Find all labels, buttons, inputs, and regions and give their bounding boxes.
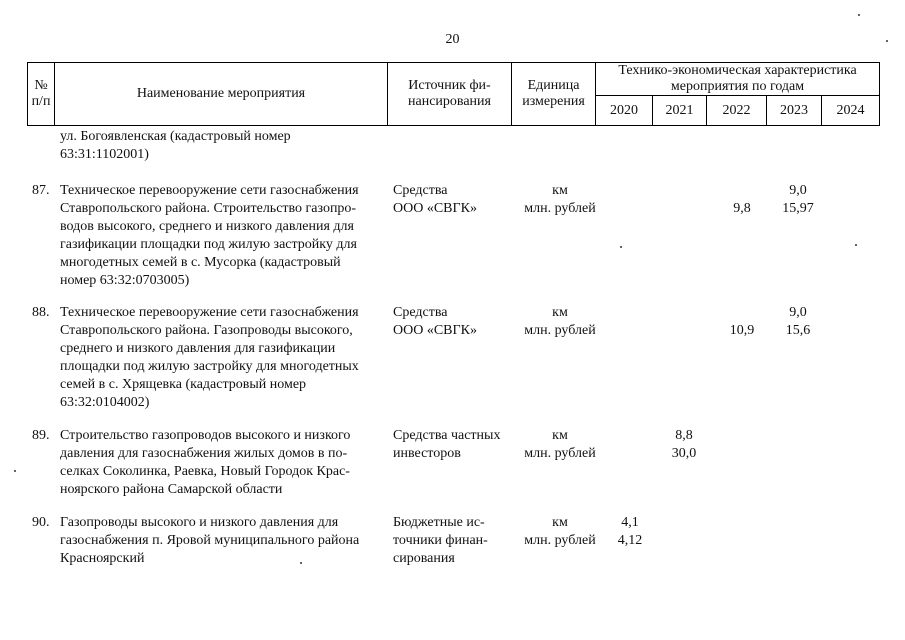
row-number: 90. <box>32 515 50 530</box>
row-name-line: 63:31:1102001) <box>60 147 149 162</box>
row-unit-line: км <box>552 428 568 443</box>
header-num-line: п/п <box>31 94 51 109</box>
row-unit <box>512 304 608 340</box>
row-unit-line: млн. рублей <box>524 533 596 548</box>
header-source-line: нансирования <box>408 94 491 109</box>
value-line: 30,0 <box>671 446 697 461</box>
row-source <box>393 514 488 568</box>
row-unit-line: млн. рублей <box>524 201 596 216</box>
value-2021 <box>654 427 714 463</box>
row-number: 87. <box>32 183 50 198</box>
scan-speck <box>620 246 622 248</box>
row-name-line: 63:32:0104002) <box>60 395 150 410</box>
row-name-line: Ставропольского района. Газопроводы высокого, <box>60 323 353 338</box>
value-line: 4,1 <box>621 515 639 530</box>
row-name-line: площадки под жилую застройку для многодетных <box>60 359 359 374</box>
row-name-line: Техническое перевооружение сети газоснабжения <box>60 183 359 198</box>
row-source-line: Средства <box>393 183 448 198</box>
row-name-line: Строительство газопроводов высокого и низкого <box>60 428 351 443</box>
row-unit-line: км <box>552 183 568 198</box>
header-name: Наименование мероприятия <box>55 63 388 126</box>
row-unit <box>512 182 608 218</box>
row-unit <box>512 514 608 550</box>
row-source-line: инвесторов <box>393 446 461 461</box>
row-name-line: селках Соколинка, Раевка, Новый Городок Крас- <box>60 464 350 479</box>
scan-speck <box>855 244 857 246</box>
row-name-line: ноярского района Самарской области <box>60 482 283 497</box>
row-name <box>60 514 359 568</box>
header-year: 2024 <box>822 96 880 126</box>
value-line: 9,8 <box>733 201 751 216</box>
row-name-line: водов высокого, среднего и низкого давления для <box>60 219 354 234</box>
row-source-line: Средства <box>393 305 448 320</box>
header-unit-line: измерения <box>522 94 585 109</box>
row-name <box>60 182 359 290</box>
value-2022 <box>712 182 772 218</box>
row-unit-line: км <box>552 515 568 530</box>
row-unit <box>512 427 608 463</box>
row-name-line: многодетных семей в с. Мусорка (кадастровый <box>60 255 341 270</box>
row-name-line: семей в с. Хрящевка (кадастровый номер <box>60 377 307 392</box>
row-name-line: Красноярский <box>60 551 145 566</box>
row-source-line: Средства частных <box>393 428 501 443</box>
value-line: 10,9 <box>729 323 755 338</box>
value-line: 8,8 <box>675 428 693 443</box>
row-unit-line: млн. рублей <box>524 446 596 461</box>
value-2022 <box>712 304 772 340</box>
header-char-line: Технико-экономическая характеристика <box>618 63 857 78</box>
row-name-line: номер 63:32:0703005) <box>60 273 190 288</box>
scan-speck <box>886 40 888 42</box>
value-line: 9,0 <box>789 183 807 198</box>
scan-speck <box>300 562 302 564</box>
header-year: 2023 <box>767 96 822 126</box>
row-name <box>60 128 291 164</box>
header-year: 2020 <box>596 96 653 126</box>
value-line: 9,0 <box>789 305 807 320</box>
row-name-line: Газопроводы высокого и низкого давления для <box>60 515 339 530</box>
scan-speck <box>14 470 16 472</box>
value-2023 <box>768 304 828 340</box>
row-number: 89. <box>32 428 50 443</box>
header-num-line: № <box>34 78 48 93</box>
scan-speck <box>858 14 860 16</box>
row-source <box>393 182 477 218</box>
row-name <box>60 304 359 412</box>
value-line <box>712 182 772 200</box>
header-char-line: мероприятия по годам <box>670 79 805 94</box>
row-source-line: точники финан- <box>393 533 488 548</box>
value-line <box>712 304 772 322</box>
value-line: 4,12 <box>617 533 643 548</box>
row-unit-line: км <box>552 305 568 320</box>
row-source-line: ООО «СВГК» <box>393 323 477 338</box>
page-number: 20 <box>445 32 460 47</box>
value-2023 <box>768 182 828 218</box>
row-name-line: ул. Богоявленская (кадастровый номер <box>60 129 291 144</box>
row-name-line: Техническое перевооружение сети газоснабжения <box>60 305 359 320</box>
row-source-line: ООО «СВГК» <box>393 201 477 216</box>
header-year: 2022 <box>707 96 767 126</box>
header-year: 2021 <box>653 96 707 126</box>
row-name-line: газификации площадки под жилую застройку для <box>60 237 357 252</box>
row-source-line: Бюджетные ис- <box>393 515 485 530</box>
row-source <box>393 304 477 340</box>
row-unit-line: млн. рублей <box>524 323 596 338</box>
header-source-line: Источник фи- <box>408 78 491 93</box>
value-2020 <box>602 514 658 550</box>
row-name-line: газоснабжения п. Яровой муниципального района <box>60 533 360 548</box>
row-name <box>60 427 350 499</box>
row-name-line: Ставропольского района. Строительство газопро- <box>60 201 357 216</box>
header-unit-line: Единица <box>527 78 580 93</box>
row-name-line: среднего и низкого давления для газификации <box>60 341 336 356</box>
value-line: 15,97 <box>782 201 814 216</box>
row-number: 88. <box>32 305 50 320</box>
row-source-line: сирования <box>393 551 455 566</box>
row-source <box>393 427 500 463</box>
row-name-line: давления для газоснабжения жилых домов в по- <box>60 446 348 461</box>
value-line: 15,6 <box>785 323 811 338</box>
